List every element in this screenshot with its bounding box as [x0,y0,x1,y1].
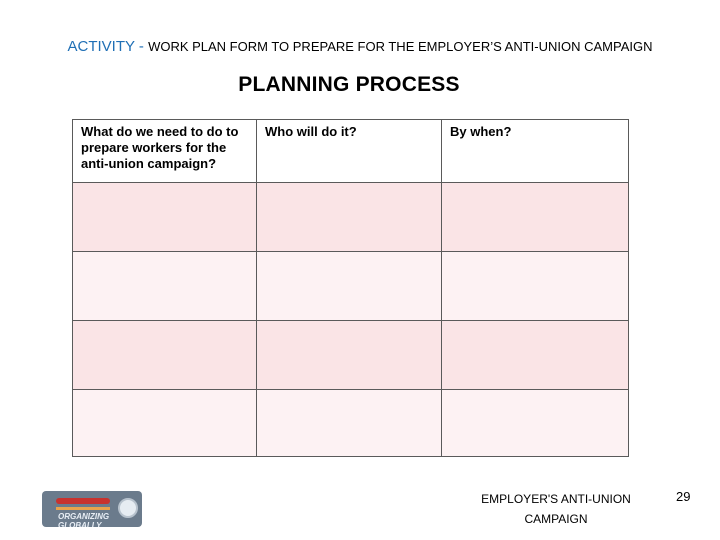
page-number: 29 [676,489,691,504]
footer-line-1: EMPLOYER'S ANTI-UNION [481,492,631,506]
table-cell[interactable] [442,321,629,390]
activity-label: ACTIVITY - [67,38,149,55]
table-row [73,390,629,457]
page-heading: PLANNING PROCESS [238,73,460,96]
organizing-globally-logo [42,491,142,527]
column-header-task: What do we need to do to prepare workers for the anti-union campaign? [73,120,257,183]
table-row [73,252,629,321]
slide-title [0,38,720,55]
table-cell[interactable] [257,183,442,252]
footer-line-2: CAMPAIGN [524,512,588,526]
table-cell[interactable] [257,390,442,457]
table-cell[interactable] [442,390,629,457]
column-header-when: By when? [442,120,629,183]
logo-badge-icon [118,498,138,518]
table-cell[interactable] [257,321,442,390]
footer-title [456,489,656,529]
table-cell[interactable] [73,321,257,390]
activity-description: WORK PLAN FORM TO PREPARE FOR THE EMPLOYER’S ANTI-UNION CAMPAIGN [148,39,653,54]
column-header-who: Who will do it? [257,120,442,183]
logo-bar-orange [56,507,110,510]
logo-bar-red [56,498,110,504]
table-header-row [73,120,629,183]
table-row [73,183,629,252]
table-cell[interactable] [442,252,629,321]
table-cell[interactable] [442,183,629,252]
table-cell[interactable] [73,252,257,321]
table-cell[interactable] [73,183,257,252]
logo-text: ORGANIZING GLOBALLY [58,512,110,527]
table-row [73,321,629,390]
table-cell[interactable] [73,390,257,457]
work-plan-table [72,119,629,457]
table-cell[interactable] [257,252,442,321]
